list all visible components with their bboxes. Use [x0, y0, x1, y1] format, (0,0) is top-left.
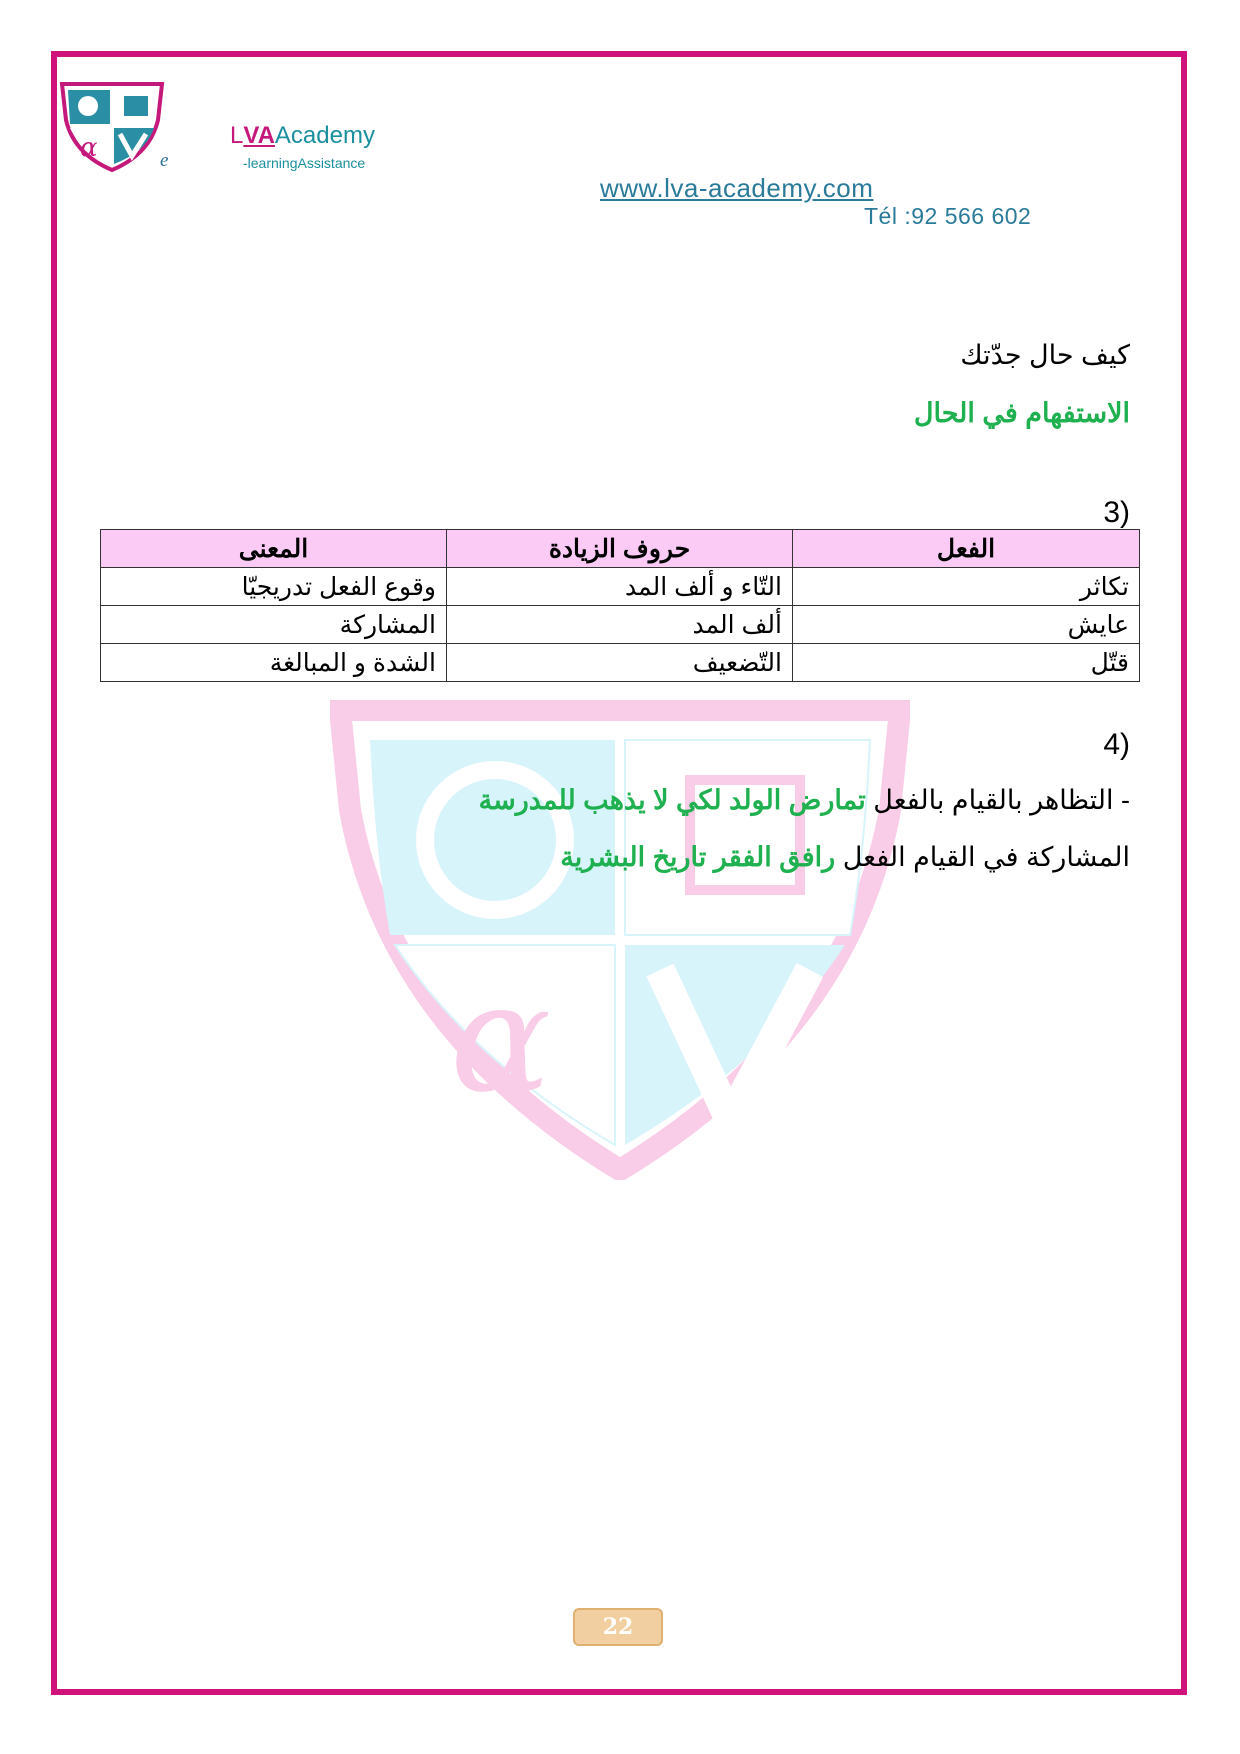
brand-l: L	[230, 122, 244, 149]
header-meaning: المعنى	[101, 530, 447, 568]
table-cell: وقوع الفعل تدريجيّا	[101, 568, 447, 606]
brand-academy: Academy	[274, 122, 375, 149]
table-cell: التّضعيف	[447, 644, 793, 682]
brand-va: VA	[243, 122, 275, 149]
table-header-row	[101, 530, 1140, 568]
svg-text:α: α	[80, 133, 98, 163]
answer-text: الاستفهام في الحال	[913, 398, 1130, 428]
page-number: 22	[573, 1608, 663, 1646]
watermark-shield-icon	[330, 700, 910, 1180]
table-cell: ألف المد	[447, 606, 793, 644]
svg-text:α: α	[450, 952, 552, 1126]
lva-logo-icon	[58, 80, 169, 172]
table-cell: عايش	[792, 606, 1139, 644]
table-row	[101, 644, 1140, 682]
line-1-prefix: - التظاهر بالقيام بالفعل	[873, 785, 1130, 815]
section-4-line-2	[560, 842, 1130, 873]
logo-e-letter: e	[160, 150, 169, 171]
verb-table	[100, 529, 1140, 682]
table-cell: التّاء و ألف المد	[447, 568, 793, 606]
question-text: كيف حال جدّتك	[960, 340, 1130, 370]
section-4-number: 4)	[1103, 728, 1130, 761]
section-4-line-1	[479, 785, 1130, 816]
brand-tagline: -learningAssistance	[243, 155, 366, 171]
header-verb: الفعل	[792, 530, 1139, 568]
table-row	[101, 606, 1140, 644]
table-cell: المشاركة	[101, 606, 447, 644]
table-row	[101, 568, 1140, 606]
brand-name	[230, 122, 375, 150]
table-cell: تكاثر	[792, 568, 1139, 606]
section-3-number: 3)	[1103, 496, 1130, 529]
website-link[interactable]: www.lva-academy.com	[600, 173, 874, 203]
phone-number: Tél :92 566 602	[864, 203, 1032, 229]
line-2-prefix: المشاركة في القيام الفعل	[842, 842, 1130, 872]
table-cell: الشدة و المبالغة	[101, 644, 447, 682]
line-1-example: تمارض الولد لكي لا يذهب للمدرسة	[478, 785, 866, 815]
line-2-example: رافق الفقر تاريخ البشرية	[560, 842, 836, 872]
header-added-letters: حروف الزيادة	[447, 530, 793, 568]
table-cell: قتّل	[792, 644, 1139, 682]
